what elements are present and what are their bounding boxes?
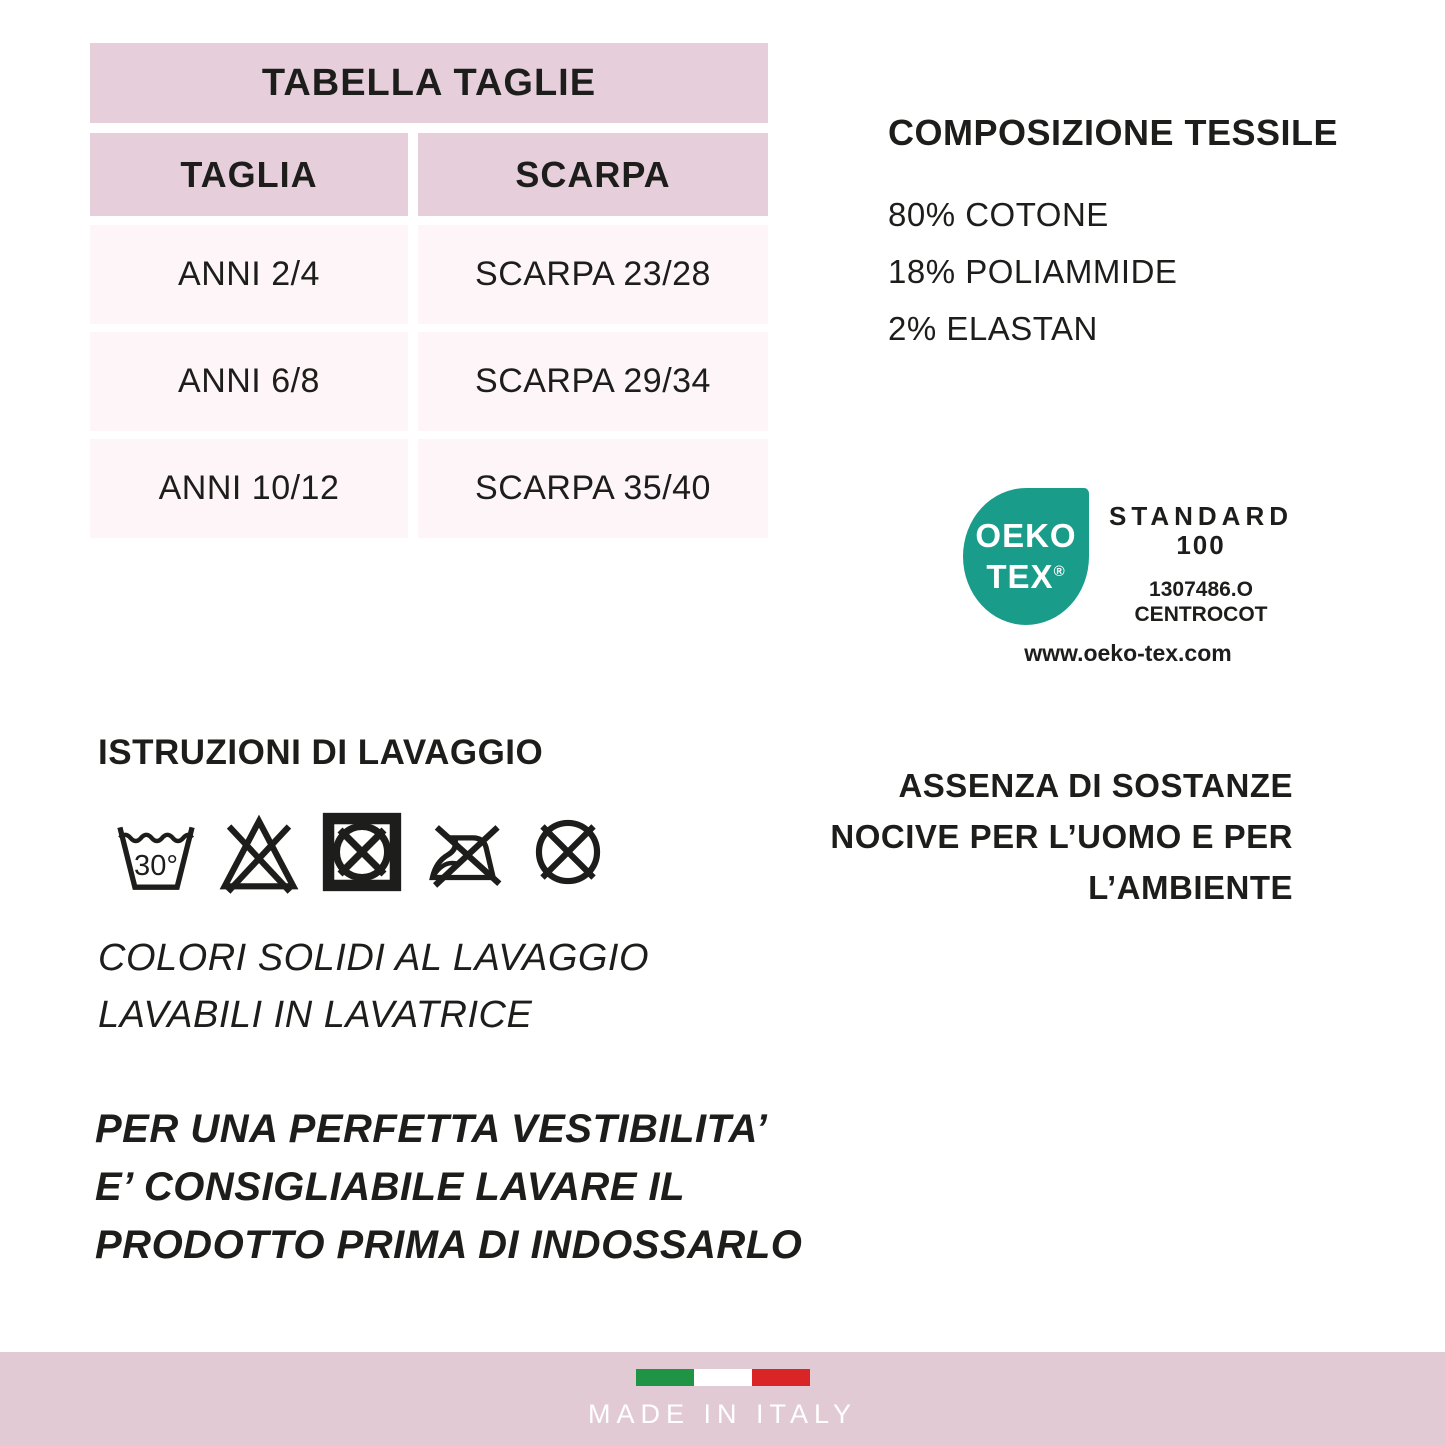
flag-green-stripe — [636, 1369, 694, 1386]
do-not-iron-icon — [421, 808, 509, 896]
registered-mark: ® — [1053, 563, 1066, 580]
composition-item: 2% ELASTAN — [888, 310, 1098, 347]
cell-taglia: ANNI 10/12 — [90, 439, 408, 538]
wash-note-line: LAVABILI IN LAVATRICE — [98, 994, 533, 1036]
column-header-scarpa: SCARPA — [418, 133, 768, 216]
flag-red-stripe — [752, 1369, 810, 1386]
made-in-italy-label: MADE IN ITALY — [587, 1399, 858, 1429]
oeko-tex-certificate-block — [1109, 488, 1293, 628]
table-row — [90, 439, 768, 538]
do-not-bleach-icon — [215, 808, 303, 896]
standard-label: STANDARD — [1109, 501, 1293, 531]
tex-label: TEX® — [986, 558, 1066, 595]
standard-number: 100 — [1176, 530, 1226, 560]
care-symbols-row — [112, 808, 612, 896]
oeko-tex-drop-icon — [963, 488, 1089, 625]
cell-scarpa: SCARPA 29/34 — [418, 332, 768, 431]
size-table — [90, 43, 768, 546]
certifying-body: CENTROCOT — [1134, 603, 1268, 626]
do-not-tumble-dry-icon — [318, 808, 406, 896]
oeko-tex-badge — [963, 488, 1293, 667]
composition-title: COMPOSIZIONE TESSILE — [888, 112, 1339, 153]
cell-scarpa: SCARPA 35/40 — [418, 439, 768, 538]
footer-bar — [0, 1352, 1445, 1445]
italy-flag-icon — [636, 1369, 810, 1386]
oeko-tex-lockup — [963, 488, 1293, 628]
composition-item: 18% POLIAMMIDE — [888, 253, 1178, 290]
certificate-number: 1307486.O — [1149, 578, 1253, 601]
oeko-tex-website: www.oeko-tex.com — [1024, 640, 1232, 666]
safety-line: L’AMBIENTE — [1088, 869, 1293, 906]
cell-taglia: ANNI 2/4 — [90, 225, 408, 324]
wash-note-line: COLORI SOLIDI AL LAVAGGIO — [98, 937, 650, 979]
size-table-title: TABELLA TAGLIE — [90, 43, 768, 123]
do-not-dry-clean-icon — [524, 808, 612, 896]
safety-statement — [823, 760, 1293, 913]
table-row — [90, 225, 768, 324]
column-header-taglia: TAGLIA — [90, 133, 408, 216]
fit-advice-line: E’ CONSIGLIABILE LAVARE IL — [95, 1165, 686, 1209]
wash-note — [98, 930, 649, 1044]
cell-scarpa: SCARPA 23/28 — [418, 225, 768, 324]
safety-line: ASSENZA DI SOSTANZE — [898, 767, 1293, 804]
composition-section — [888, 112, 1358, 357]
washing-instructions-title: ISTRUZIONI DI LAVAGGIO — [98, 733, 544, 772]
svg-text:30°: 30° — [134, 849, 178, 882]
wash-30-icon — [112, 808, 200, 896]
cell-taglia: ANNI 6/8 — [90, 332, 408, 431]
fit-advice-line: PER UNA PERFETTA VESTIBILITA’ — [95, 1107, 768, 1151]
size-table-header-row — [90, 133, 768, 216]
safety-line: NOCIVE PER L’UOMO E PER — [830, 818, 1293, 855]
fit-advice — [95, 1100, 802, 1274]
composition-item: 80% COTONE — [888, 196, 1109, 233]
oeko-label: OEKO — [975, 517, 1077, 554]
flag-white-stripe — [694, 1369, 752, 1386]
fit-advice-line: PRODOTTO PRIMA DI INDOSSARLO — [95, 1223, 803, 1267]
table-row — [90, 332, 768, 431]
